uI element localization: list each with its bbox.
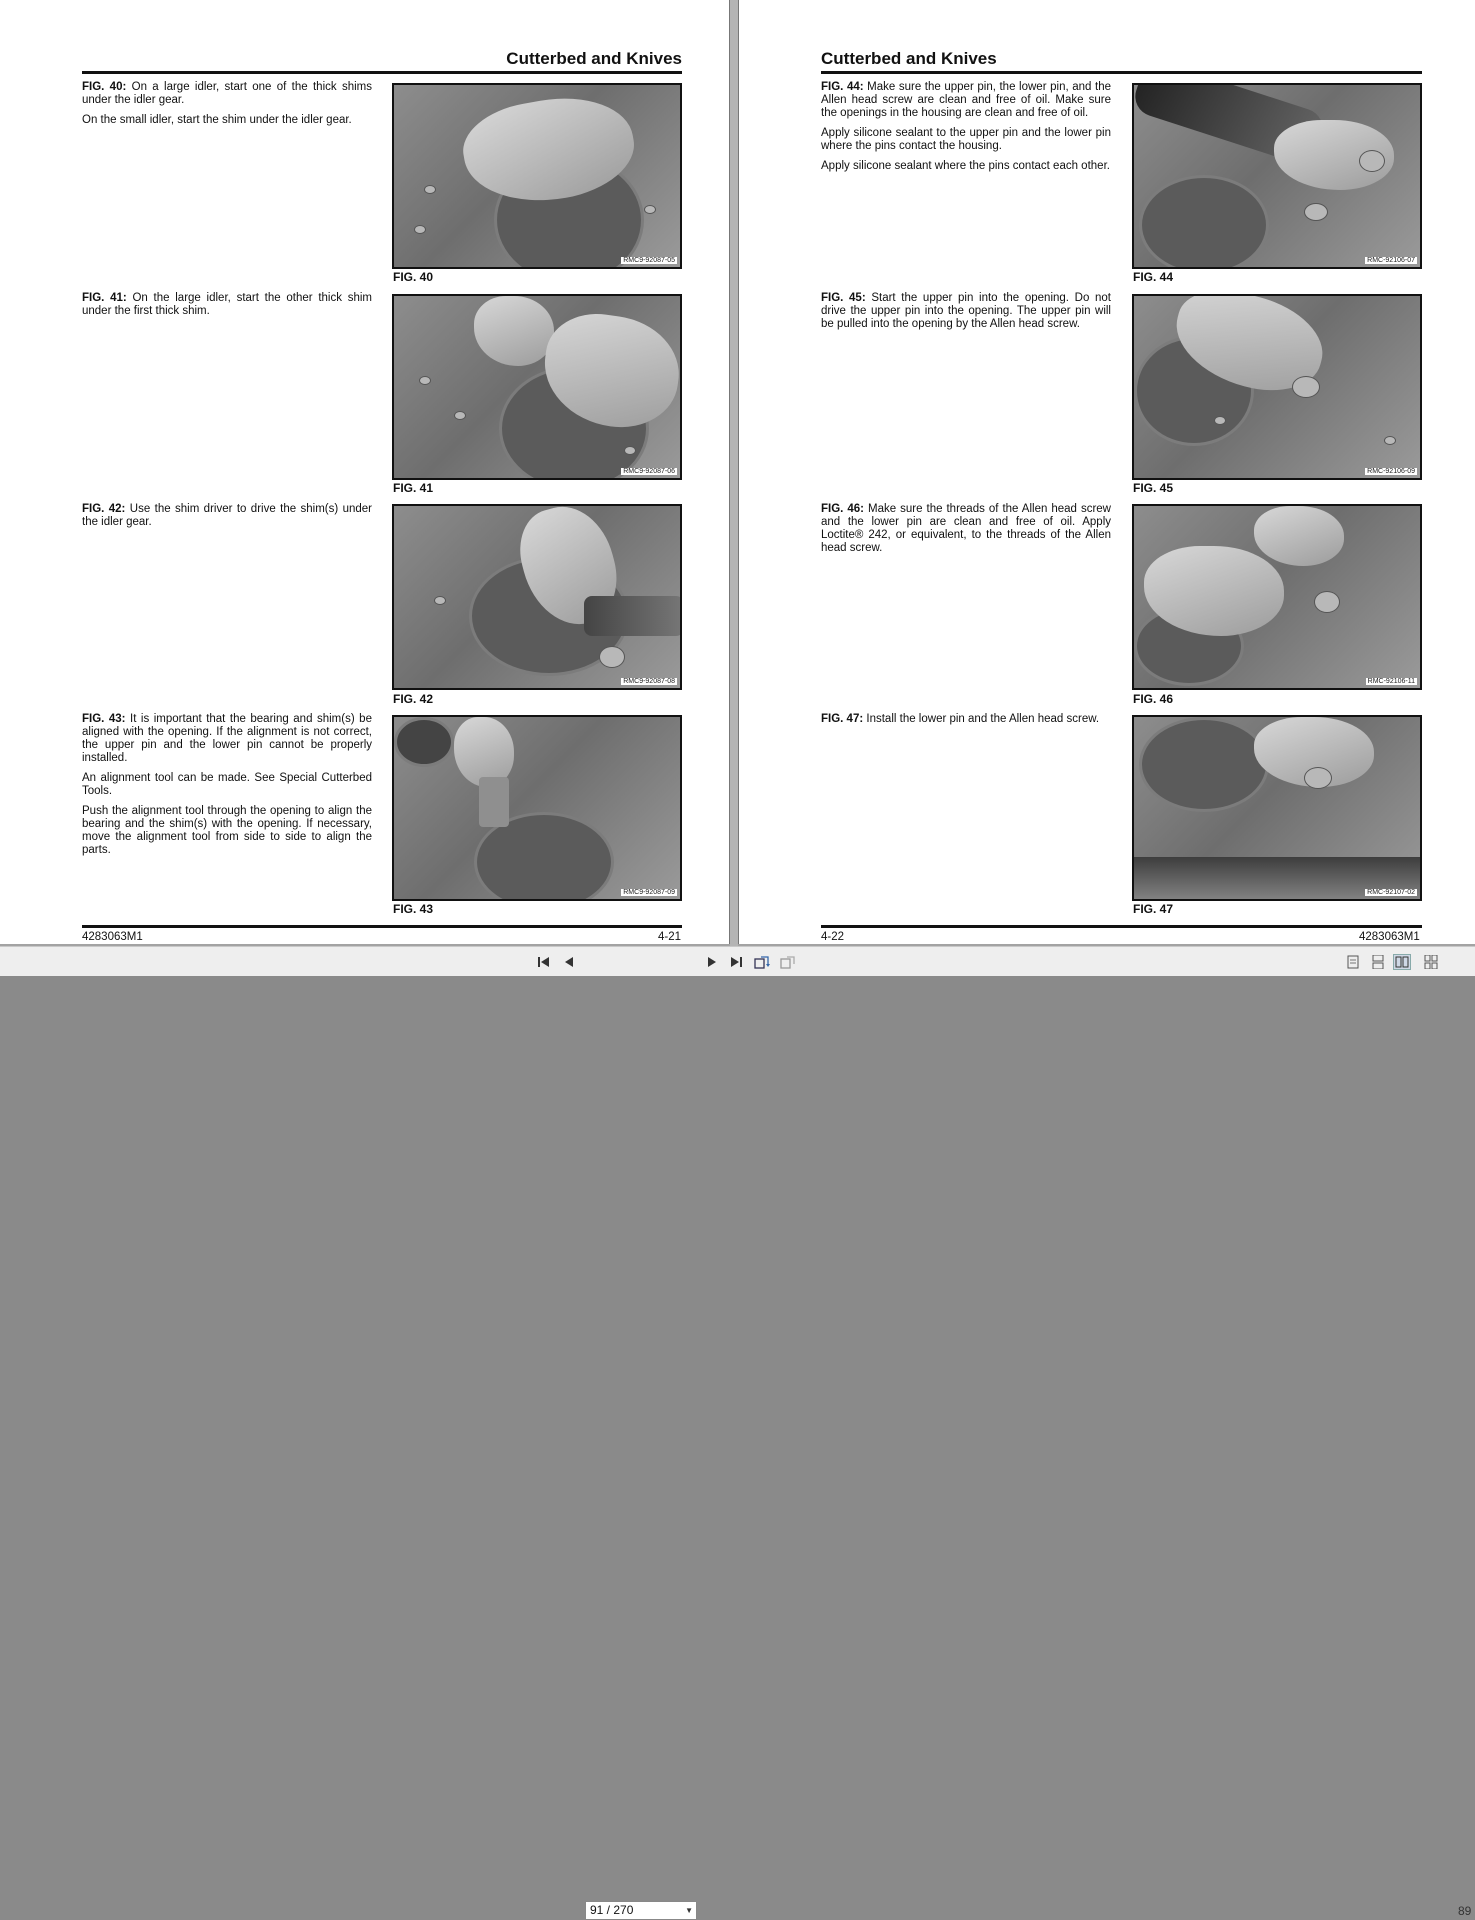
figure-caption: FIG. 40: [393, 270, 434, 284]
fig42-text: [82, 503, 372, 536]
figure-caption: FIG. 42: [393, 692, 434, 706]
fig-ref: FIG. 42:: [82, 503, 126, 515]
page-header: [821, 50, 1422, 74]
rotate-ccw-icon[interactable]: [753, 954, 771, 970]
paragraph: Start the upper pin into the opening. Do not drive the upper pin into the opening. The upper pin will be pulled into the opening by the Allen head screw.: [821, 292, 1111, 330]
paragraph: Install the lower pin and the Allen head screw.: [866, 713, 1100, 725]
paragraph: On the small idler, start the shim under the idler gear.: [82, 114, 352, 126]
footer-rule: [82, 925, 682, 928]
figure-ref-code: RMC-92106-09: [1367, 468, 1415, 475]
fig44-photo: [1132, 83, 1422, 269]
fig47-text: [821, 713, 1111, 733]
figure-caption: FIG. 41: [393, 481, 434, 495]
page-number-input[interactable]: [585, 1901, 697, 1920]
fig-ref: FIG. 47:: [821, 713, 864, 725]
prev-page-icon[interactable]: [560, 954, 578, 970]
fig44-text: [821, 81, 1111, 180]
fig-ref: FIG. 45:: [821, 292, 866, 304]
fig-ref: FIG. 44:: [821, 81, 864, 93]
paragraph: On a large idler, start one of the thick shims under the idler gear.: [82, 81, 372, 106]
single-page-icon[interactable]: [1344, 954, 1362, 970]
page-title: Cutterbed and Knives: [821, 49, 997, 68]
fig42-photo: [392, 504, 682, 690]
paragraph: It is important that the bearing and shim(s) be aligned with the opening. If the alignment is not correct, the upper pin and the lower pin cannot be properly installed.: [82, 713, 372, 764]
document-viewer[interactable]: [0, 0, 1475, 946]
paragraph: On the large idler, start the other thick shim under the first thick shim.: [82, 292, 372, 317]
page-right: [738, 0, 1475, 944]
fig-ref: FIG. 43:: [82, 713, 126, 725]
page-number-value: 91 / 270: [590, 1903, 634, 1917]
figure-caption: FIG. 45: [1133, 481, 1174, 495]
figure-ref-code: RMC9-92087-09: [623, 889, 675, 896]
fig45-text: [821, 292, 1111, 338]
footer-doc-number: 4283063M1: [82, 931, 143, 943]
paragraph: Push the alignment tool through the opening to align the bearing and the shim(s) with the opening. If necessary, move the alignment tool from side to side to align the parts.: [82, 805, 372, 856]
fig41-photo: [392, 294, 682, 480]
paragraph: Make sure the threads of the Allen head screw and the lower pin are clean and free of oil. Apply Loctite® 242, or equivalent, to the threads of the Allen head screw.: [821, 503, 1111, 554]
paragraph: Apply silicone sealant where the pins contact each other.: [821, 160, 1110, 172]
facing-continuous-icon[interactable]: [1422, 954, 1440, 970]
zoom-level[interactable]: 89: [1458, 1904, 1472, 1918]
figure-ref-code: RMC9-92087-06: [623, 468, 675, 475]
first-page-icon[interactable]: [535, 954, 553, 970]
fig46-text: [821, 503, 1111, 562]
footer-doc-number: 4283063M1: [1359, 931, 1420, 943]
fig-ref: FIG. 46:: [821, 503, 864, 515]
fig45-photo: [1132, 294, 1422, 480]
figure-ref-code: RMC9-92087-05: [623, 257, 675, 264]
rotate-cw-icon[interactable]: [779, 954, 797, 970]
figure-ref-code: RMC9-92087-08: [623, 678, 675, 685]
fig40-photo: [392, 83, 682, 269]
chevron-down-icon[interactable]: ▼: [685, 1906, 693, 1915]
figure-caption: FIG. 44: [1133, 270, 1174, 284]
figure-caption: FIG. 43: [393, 902, 434, 916]
paragraph: Make sure the upper pin, the lower pin, and the Allen head screw are clean and free of oil. Make sure the openings in the housing are clean and free of oil.: [821, 81, 1111, 119]
fig40-text: [82, 81, 372, 134]
footer-page-number: 4-21: [658, 931, 682, 943]
page-gutter: [730, 0, 738, 946]
figure-ref-code: RMC-92107-02: [1367, 889, 1415, 896]
next-page-icon[interactable]: [703, 954, 721, 970]
paragraph: Apply silicone sealant to the upper pin and the lower pin where the pins contact the housing.: [821, 127, 1111, 152]
figure-ref-code: RMC-92106-07: [1367, 257, 1415, 264]
page-left: [0, 0, 730, 944]
fig46-photo: [1132, 504, 1422, 690]
page-header: [82, 50, 682, 74]
footer-rule: [821, 925, 1422, 928]
fig43-photo: [392, 715, 682, 901]
fig-ref: FIG. 40:: [82, 81, 127, 93]
fig47-photo: [1132, 715, 1422, 901]
continuous-page-icon[interactable]: [1369, 954, 1387, 970]
paragraph: Use the shim driver to drive the shim(s) under the idler gear.: [82, 503, 372, 528]
fig-ref: FIG. 41:: [82, 292, 127, 304]
facing-pages-icon[interactable]: [1393, 954, 1411, 970]
paragraph: An alignment tool can be made. See Special Cutterbed Tools.: [82, 772, 372, 797]
last-page-icon[interactable]: [727, 954, 745, 970]
fig41-text: [82, 292, 372, 325]
footer-page-number: 4-22: [821, 931, 845, 943]
figure-caption: FIG. 46: [1133, 692, 1174, 706]
figure-ref-code: RMC-92106-11: [1367, 678, 1415, 685]
page-title: Cutterbed and Knives: [506, 49, 682, 68]
viewer-toolbar: [0, 946, 1475, 1918]
fig43-text: [82, 713, 372, 864]
figure-caption: FIG. 47: [1133, 902, 1174, 916]
